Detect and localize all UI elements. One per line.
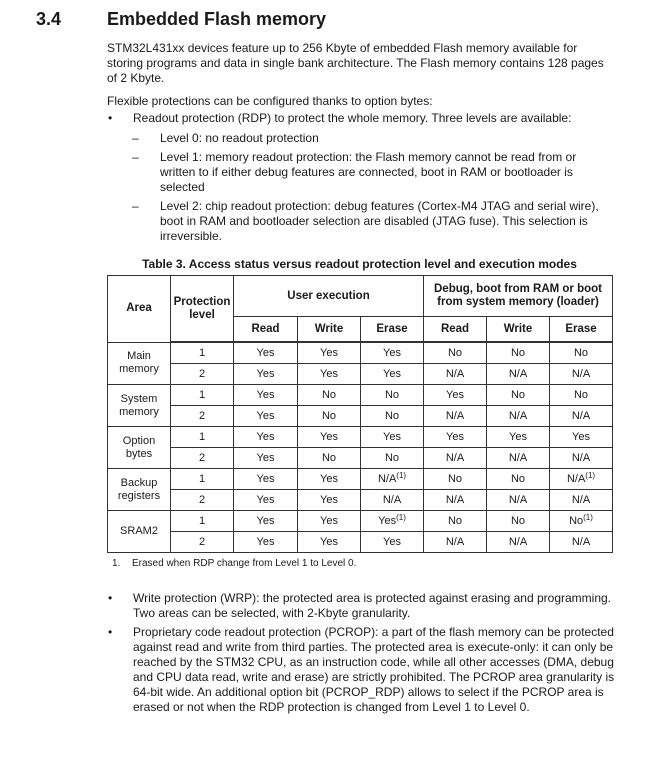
user-write-cell: Yes <box>298 342 361 364</box>
level-text: Level 0: no readout protection <box>160 131 319 145</box>
debug-write-cell: N/A <box>487 490 550 511</box>
area-cell: SRAM2 <box>108 511 171 553</box>
table-row <box>108 364 613 385</box>
debug-read-cell: N/A <box>424 406 487 427</box>
debug-write-cell: No <box>487 469 550 490</box>
level-text: Level 2: chip readout protection: debug features (Cortex-M4 JTAG and serial wire), boot in RAM and bootloader selection are disabled (JTAG fuse). This selection is irreversible. <box>160 199 599 243</box>
user-read-cell: Yes <box>234 342 298 364</box>
debug-write-cell: N/A <box>487 532 550 553</box>
user-erase-cell: Yes <box>361 364 424 385</box>
protection-level-cell: 2 <box>171 532 234 553</box>
user-write-cell: No <box>298 385 361 406</box>
bullet-text: Readout protection (RDP) to protect the whole memory. Three levels are available: <box>133 111 572 125</box>
debug-erase-cell: No <box>550 385 613 406</box>
header-user-write: Write <box>298 317 361 343</box>
header-debug-boot: Debug, boot from RAM or boot from system memory (loader) <box>424 276 613 317</box>
access-status-table <box>107 275 613 553</box>
protections-intro: Flexible protections can be configured thanks to option bytes: <box>107 94 433 108</box>
table-row <box>108 342 613 364</box>
user-erase-cell <box>361 511 424 532</box>
user-write-cell: Yes <box>298 427 361 448</box>
table-row <box>108 448 613 469</box>
table-row <box>108 385 613 406</box>
user-erase-cell: Yes <box>361 427 424 448</box>
debug-read-cell: No <box>424 511 487 532</box>
user-write-cell: Yes <box>298 490 361 511</box>
table-row <box>108 490 613 511</box>
debug-write-cell: N/A <box>487 364 550 385</box>
protection-level-cell: 1 <box>171 511 234 532</box>
debug-erase-cell: N/A <box>550 490 613 511</box>
protection-level-cell: 2 <box>171 364 234 385</box>
debug-erase-cell: N/A <box>550 406 613 427</box>
header-debug-erase: Erase <box>550 317 613 343</box>
dash-icon: – <box>132 199 139 213</box>
table-row <box>108 469 613 490</box>
intro-paragraph: STM32L431xx devices feature up to 256 Kbyte of embedded Flash memory available for storing programs and data in single bank architecture. The Flash memory contains 128 pages of 2 Kbyte. <box>107 41 604 85</box>
debug-read-cell: N/A <box>424 448 487 469</box>
debug-write-cell: N/A <box>487 406 550 427</box>
protection-level-cell: 1 <box>171 469 234 490</box>
cell-value: N/A <box>377 472 397 485</box>
bullet-icon: • <box>108 591 113 605</box>
user-read-cell: Yes <box>234 406 298 427</box>
header-area: Area <box>108 276 171 343</box>
area-cell: Main memory <box>108 342 171 385</box>
user-read-cell: Yes <box>234 385 298 406</box>
user-write-cell: No <box>298 406 361 427</box>
header-debug-read: Read <box>424 317 487 343</box>
footnote-text: Erased when RDP change from Level 1 to Level 0. <box>132 558 357 569</box>
protection-level-cell: 2 <box>171 406 234 427</box>
user-read-cell: Yes <box>234 469 298 490</box>
debug-erase-cell <box>550 511 613 532</box>
debug-read-cell: No <box>424 469 487 490</box>
debug-erase-cell: N/A <box>550 364 613 385</box>
user-write-cell: Yes <box>298 469 361 490</box>
dash-icon: – <box>132 131 139 145</box>
header-user-erase: Erase <box>361 317 424 343</box>
debug-read-cell: N/A <box>424 490 487 511</box>
section-number: 3.4 <box>36 9 62 29</box>
user-erase-cell: No <box>361 385 424 406</box>
debug-write-cell: No <box>487 385 550 406</box>
user-erase-cell <box>361 469 424 490</box>
header-protection-level: Protection level <box>171 276 234 343</box>
table-footnote <box>112 558 356 569</box>
area-cell: Option bytes <box>108 427 171 469</box>
bullet-text: Write protection (WRP): the protected area is protected against erasing and programming. Two areas can be selected, with 2-Kbyte granularity. <box>133 591 612 620</box>
table-caption: Table 3. Access status versus readout protection level and execution modes <box>142 257 577 271</box>
header-user-execution: User execution <box>234 276 424 317</box>
debug-read-cell: N/A <box>424 364 487 385</box>
user-read-cell: Yes <box>234 427 298 448</box>
level-text: Level 1: memory readout protection: the Flash memory cannot be read from or written to if either debug features are connected, boot in RAM or bootloader is selected <box>160 150 577 194</box>
header-debug-write: Write <box>487 317 550 343</box>
user-erase-cell: No <box>361 448 424 469</box>
bullet-icon: • <box>108 625 113 639</box>
debug-read-cell: N/A <box>424 532 487 553</box>
debug-write-cell: Yes <box>487 427 550 448</box>
user-write-cell: Yes <box>298 364 361 385</box>
cell-value: No <box>569 514 584 527</box>
bullet-text: Proprietary code readout protection (PCROP): a part of the flash memory can be protected against read and write from third parties. The protected area is execute-only: it can only be reached by the STM32 CPU, as an instruction code, while all other accesses (DMA, debug and CPU data read, write and erase) are strictly prohibited. The PCROP area granularity is 64-bit wide. An additional option bit (PCROP_RDP) allows to select if the PCROP area is erased or not when the RDP protection is changed from Level 1 to Level 0. <box>133 625 615 714</box>
dash-icon: – <box>132 150 139 164</box>
protection-level-cell: 1 <box>171 427 234 448</box>
user-read-cell: Yes <box>234 511 298 532</box>
user-write-cell: No <box>298 448 361 469</box>
area-cell: System memory <box>108 385 171 427</box>
user-write-cell: Yes <box>298 532 361 553</box>
debug-erase-cell: N/A <box>550 448 613 469</box>
footnote-ref: (1) <box>396 470 407 480</box>
cell-value: Yes <box>378 514 397 527</box>
user-read-cell: Yes <box>234 364 298 385</box>
debug-write-cell: N/A <box>487 448 550 469</box>
protection-level-cell: 2 <box>171 490 234 511</box>
debug-read-cell: Yes <box>424 427 487 448</box>
debug-write-cell: No <box>487 342 550 364</box>
table-row <box>108 532 613 553</box>
footnote-ref: (1) <box>396 512 406 522</box>
debug-erase-cell: Yes <box>550 427 613 448</box>
table-row <box>108 427 613 448</box>
footnote-ref: (1) <box>583 512 593 522</box>
header-user-read: Read <box>234 317 298 343</box>
user-read-cell: Yes <box>234 532 298 553</box>
debug-read-cell: No <box>424 342 487 364</box>
footnote-ref: (1) <box>585 470 596 480</box>
bullet-icon: • <box>108 111 113 125</box>
user-erase-cell: N/A <box>361 490 424 511</box>
table-row <box>108 511 613 532</box>
user-read-cell: Yes <box>234 490 298 511</box>
section-title: Embedded Flash memory <box>107 9 327 29</box>
footnote-number: 1. <box>112 558 121 569</box>
user-erase-cell: No <box>361 406 424 427</box>
user-erase-cell: Yes <box>361 532 424 553</box>
cell-value: N/A <box>566 472 586 485</box>
protection-level-cell: 1 <box>171 342 234 364</box>
table-row <box>108 406 613 427</box>
debug-write-cell: No <box>487 511 550 532</box>
debug-erase-cell: N/A <box>550 532 613 553</box>
user-write-cell: Yes <box>298 511 361 532</box>
area-cell: Backup registers <box>108 469 171 511</box>
user-erase-cell: Yes <box>361 342 424 364</box>
debug-read-cell: Yes <box>424 385 487 406</box>
protection-level-cell: 2 <box>171 448 234 469</box>
debug-erase-cell <box>550 469 613 490</box>
debug-erase-cell: No <box>550 342 613 364</box>
protection-level-cell: 1 <box>171 385 234 406</box>
user-read-cell: Yes <box>234 448 298 469</box>
